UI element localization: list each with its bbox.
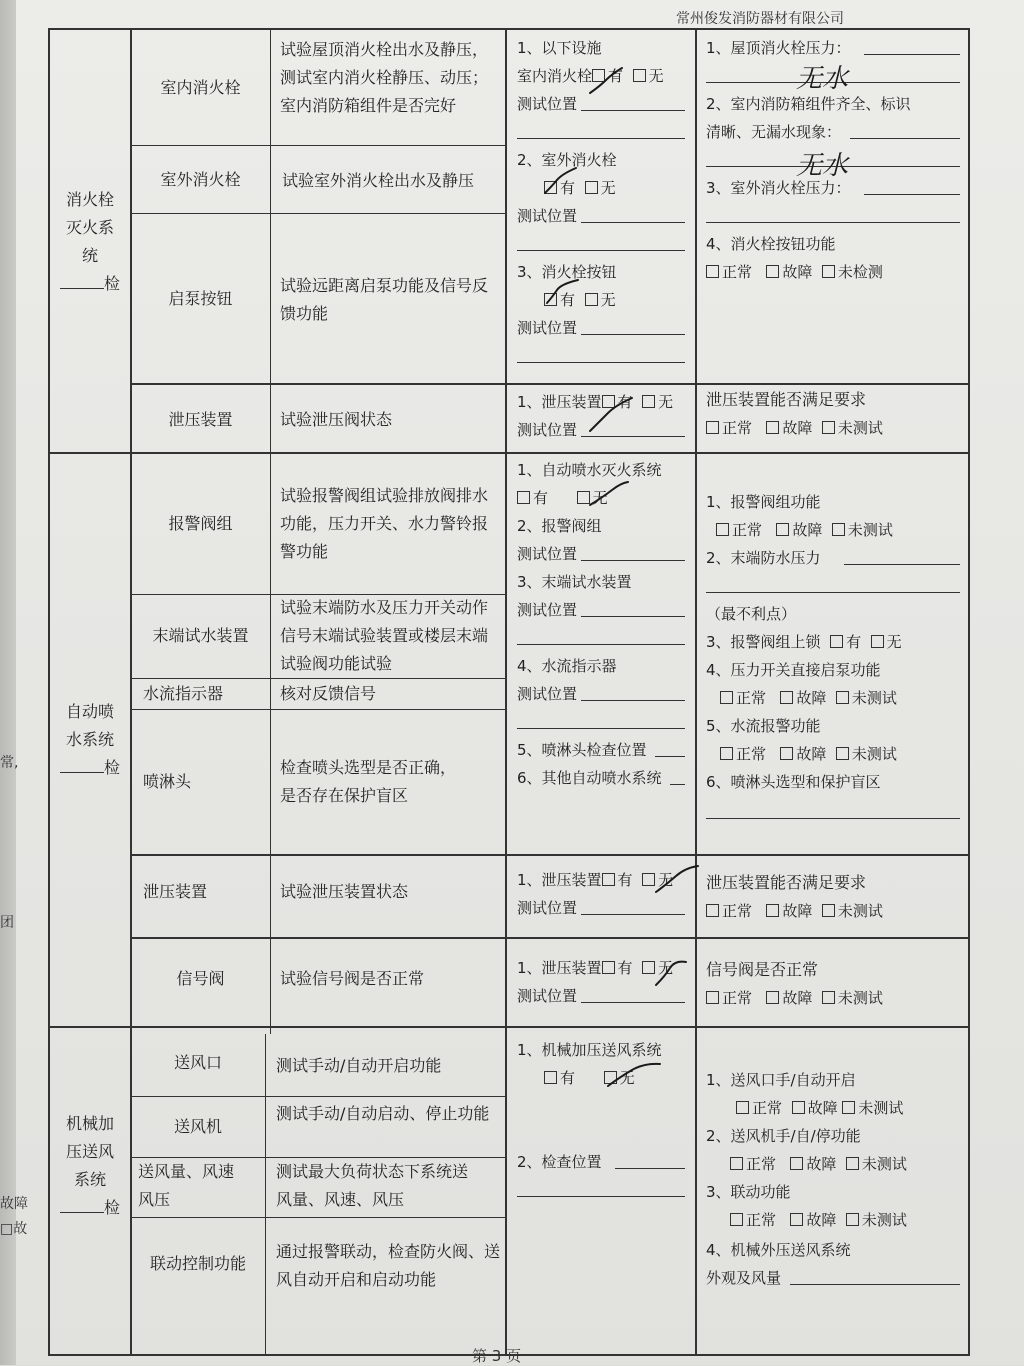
result-options: 正常 故障 未检测 <box>706 258 883 286</box>
col-line <box>265 1034 266 1356</box>
row-line <box>130 145 505 146</box>
checkbox[interactable] <box>602 961 615 974</box>
checkbox[interactable] <box>730 1157 743 1170</box>
record-line: 测试位置 <box>517 207 578 225</box>
record-line: 2、室外消火栓 <box>517 151 617 169</box>
record-line: 测试位置 <box>517 95 578 113</box>
item-method: 测试手动/自动开启功能 <box>276 1056 442 1075</box>
record-line: 1、自动喷水灭火系统 <box>517 461 662 479</box>
section-name: 自动喷 水系统 检 <box>50 698 130 782</box>
item-method: 试验室外消火栓出水及静压 <box>282 171 475 190</box>
result-line: 4、消火栓按钮功能 <box>706 235 836 253</box>
result-line: 5、水流报警功能 <box>706 717 821 735</box>
fill-line <box>581 1002 685 1003</box>
col-line <box>505 28 507 1356</box>
fill-line <box>517 138 685 139</box>
checkbox[interactable] <box>544 293 557 306</box>
fill-line <box>706 222 960 223</box>
item-name: 泄压装置 <box>168 410 233 429</box>
col-line <box>695 28 697 1356</box>
checkbox[interactable] <box>780 691 793 704</box>
record-line: 测试位置 <box>517 545 578 563</box>
record-line: 4、水流指示器 <box>517 657 617 675</box>
checkbox[interactable] <box>832 523 845 536</box>
result-line: 清晰、无漏水现象： <box>706 123 842 141</box>
fill-line <box>655 756 685 757</box>
checkbox[interactable] <box>720 747 733 760</box>
item-name: 报警阀组 <box>168 514 233 533</box>
row-line <box>130 678 505 679</box>
fill-line <box>517 644 685 645</box>
item-method: 试验泄压装置状态 <box>280 882 409 901</box>
result-line: 2、送风机手/自/停功能 <box>706 1127 861 1145</box>
section-name: 消火栓 灭火系 统 检 <box>50 186 130 298</box>
item-name: 末端试水装置 <box>152 626 249 645</box>
fill-line <box>615 1168 685 1169</box>
item-method: 试验报警阀组试验排放阀排水功能，压力开关、水力警铃报警功能 <box>280 486 489 561</box>
row-line <box>130 937 970 939</box>
item-name: 喷淋头 <box>143 772 192 791</box>
result-line: 泄压装置能否满足要求 <box>706 873 867 892</box>
record-line: 测试位置 <box>517 899 578 917</box>
record-line: 1、泄压装置 有 无 <box>517 393 674 411</box>
record-line: 有 无 <box>517 484 608 512</box>
result-line: 外观及风量 <box>706 1269 782 1287</box>
row-line <box>48 452 970 454</box>
fill-line <box>517 728 685 729</box>
record-line: 有 无 <box>544 1064 635 1092</box>
fill-line <box>581 222 685 223</box>
record-line: 有 无 <box>544 286 616 314</box>
record-line: 测试位置 <box>517 987 578 1005</box>
result-line: 2、室内消防箱组件齐全、标识 <box>706 95 911 113</box>
result-options: 正常 故障 未测试 <box>736 1094 903 1122</box>
item-method: 试验屋顶消火栓出水及静压，测试室内消火栓静压、动压；室内消防箱组件是否完好 <box>280 40 489 115</box>
edge-fragment: 团 <box>0 915 14 931</box>
checkbox[interactable] <box>871 635 884 648</box>
result-options: 正常 故障 未测试 <box>706 414 883 442</box>
result-line: 信号阀是否正常 <box>706 960 819 979</box>
fill-line <box>850 138 960 139</box>
checkbox[interactable] <box>822 421 835 434</box>
result-line: （最不利点） <box>706 605 797 623</box>
checkbox[interactable] <box>602 873 615 886</box>
result-options: 正常 故障 未测试 <box>730 1150 907 1178</box>
checkbox[interactable] <box>720 691 733 704</box>
result-line: 3、室外消火栓压力： <box>706 179 851 197</box>
item-name: 室内消火栓 <box>160 78 241 97</box>
checkbox[interactable] <box>766 991 779 1004</box>
checkbox[interactable] <box>766 904 779 917</box>
result-line: 6、喷淋头选型和保护盲区 <box>706 773 881 791</box>
result-options: 正常 故障 未测试 <box>706 984 883 1012</box>
checkbox[interactable] <box>792 1101 805 1114</box>
item-name: 送风口 <box>173 1053 222 1072</box>
checkbox[interactable] <box>706 991 719 1004</box>
checkbox[interactable] <box>592 69 605 82</box>
checkbox[interactable] <box>730 1213 743 1226</box>
item-method: 试验信号阀是否正常 <box>280 969 425 988</box>
checkbox[interactable] <box>577 491 590 504</box>
item-name: 水流指示器 <box>143 684 224 703</box>
item-method: 试验末端防水及压力开关动作信号末端试验装置或楼层末端试验阀功能试验 <box>280 598 489 673</box>
item-method: 试验远距离启泵功能及信号反馈功能 <box>280 276 489 323</box>
fill-line <box>581 700 685 701</box>
record-line: 3、末端试水装置 <box>517 573 632 591</box>
item-name: 室外消火栓 <box>160 170 241 189</box>
handwritten-note: 无水 <box>796 151 849 181</box>
record-line: 1、泄压装置 有 无 <box>517 959 674 977</box>
result-line: 3、报警阀组上锁 有 无 <box>706 633 902 651</box>
record-line: 6、其他自动喷水系统 <box>517 769 662 787</box>
row-line <box>130 1217 505 1218</box>
result-options: 正常 故障 未测试 <box>706 897 883 925</box>
checkbox[interactable] <box>836 691 849 704</box>
row-line <box>130 213 505 214</box>
item-name: 泄压装置 <box>143 882 208 901</box>
checkbox[interactable] <box>602 395 615 408</box>
checkbox[interactable] <box>716 523 729 536</box>
fill-line <box>581 560 685 561</box>
item-name: 信号阀 <box>176 969 225 988</box>
edge-fragment: □故 <box>0 1221 28 1237</box>
result-line: 1、报警阀组功能 <box>706 493 821 511</box>
checkbox[interactable] <box>706 904 719 917</box>
checkbox[interactable] <box>846 1213 859 1226</box>
checkbox[interactable] <box>822 991 835 1004</box>
record-line: 室内消火栓 有 无 <box>517 67 664 85</box>
checkbox[interactable] <box>585 293 598 306</box>
record-line: 3、消火栓按钮 <box>517 263 617 281</box>
result-line: 4、压力开关直接启泵功能 <box>706 661 881 679</box>
result-line: 3、联动功能 <box>706 1183 791 1201</box>
item-method: 通过报警联动，检查防火阀、送风自动开启和启动功能 <box>276 1242 501 1289</box>
checkbox[interactable] <box>836 747 849 760</box>
checkbox[interactable] <box>642 395 655 408</box>
checkbox[interactable] <box>780 747 793 760</box>
company-name: 常州俊发消防器材有限公司 <box>676 11 844 27</box>
fill-line <box>864 54 960 55</box>
checkbox[interactable] <box>544 1071 557 1084</box>
result-line: 1、送风口手/自动开启 <box>706 1071 856 1089</box>
handwritten-note: 无水 <box>796 64 849 94</box>
fill-line <box>581 110 685 111</box>
result-line: 4、机械外压送风系统 <box>706 1241 851 1259</box>
fill-line <box>581 616 685 617</box>
result-line: 1、屋顶消火栓压力： <box>706 39 851 57</box>
result-line: 泄压装置能否满足要求 <box>706 390 867 409</box>
result-options: 正常 故障 未测试 <box>720 684 897 712</box>
checkbox[interactable] <box>736 1101 749 1114</box>
checkbox[interactable] <box>766 421 779 434</box>
record-line: 测试位置 <box>517 319 578 337</box>
result-options: 正常 故障 未测试 <box>716 516 893 544</box>
record-line: 测试位置 <box>517 601 578 619</box>
item-method: 测试最大负荷状态下系统送风量、风速、风压 <box>276 1162 469 1209</box>
checkbox[interactable] <box>642 961 655 974</box>
item-name: 启泵按钮 <box>168 289 233 308</box>
result-line: 2、末端防水压力 <box>706 549 821 567</box>
fill-line <box>581 436 685 437</box>
item-method: 检查喷头选型是否正确，是否存在保护盲区 <box>280 758 457 805</box>
result-options: 正常 故障 未测试 <box>730 1206 907 1234</box>
checkbox[interactable] <box>822 265 835 278</box>
item-method: 测试手动/自动启动、停止功能 <box>276 1104 490 1123</box>
record-line: 2、检查位置 <box>517 1153 602 1171</box>
row-line <box>130 1096 505 1097</box>
fill-line <box>706 592 960 593</box>
checkbox[interactable] <box>822 904 835 917</box>
checkbox[interactable] <box>633 69 646 82</box>
row-line <box>130 709 505 710</box>
record-line: 测试位置 <box>517 685 578 703</box>
fill-line <box>517 1196 685 1197</box>
row-line <box>130 383 970 385</box>
fill-line <box>517 362 685 363</box>
record-line: 1、机械加压送风系统 <box>517 1041 662 1059</box>
checkbox[interactable] <box>706 265 719 278</box>
record-line: 1、以下设施 <box>517 39 602 57</box>
checkbox[interactable] <box>585 181 598 194</box>
checkbox[interactable] <box>604 1071 617 1084</box>
item-method: 试验泄压阀状态 <box>280 410 393 429</box>
record-line: 有 无 <box>544 174 616 202</box>
checkbox[interactable] <box>790 1213 803 1226</box>
fill-line <box>706 818 960 819</box>
record-line: 1、泄压装置 有 无 <box>517 871 674 889</box>
checkbox[interactable] <box>766 265 779 278</box>
item-method: 核对反馈信号 <box>280 684 377 703</box>
record-line: 5、喷淋头检查位置 <box>517 741 647 759</box>
row-line <box>48 1026 970 1028</box>
section-name: 机械加 压送风 系统 检 <box>50 1110 130 1222</box>
fill-line <box>517 250 685 251</box>
fill-line <box>864 194 960 195</box>
checkbox[interactable] <box>776 523 789 536</box>
fill-line <box>844 564 960 565</box>
checkbox[interactable] <box>517 491 530 504</box>
checkbox[interactable] <box>830 635 843 648</box>
fill-line <box>790 1284 960 1285</box>
item-name: 送风量、风速风压 <box>138 1162 235 1209</box>
result-options: 正常 故障 未测试 <box>720 740 897 768</box>
row-line <box>130 854 970 856</box>
checkbox[interactable] <box>706 421 719 434</box>
checkbox[interactable] <box>842 1101 855 1114</box>
checkbox[interactable] <box>846 1157 859 1170</box>
fill-line <box>581 334 685 335</box>
item-name: 联动控制功能 <box>149 1254 246 1273</box>
record-line: 2、报警阀组 <box>517 517 602 535</box>
edge-fragment: 故障 <box>0 1196 28 1212</box>
fill-line <box>581 914 685 915</box>
item-name: 送风机 <box>173 1117 222 1136</box>
checkbox[interactable] <box>642 873 655 886</box>
edge-fragment: 常, <box>0 755 19 771</box>
col-line <box>270 28 271 1034</box>
checkbox[interactable] <box>544 181 557 194</box>
checkbox[interactable] <box>790 1157 803 1170</box>
page-number: 第 3 页 <box>472 1347 522 1365</box>
fill-line <box>670 784 685 785</box>
record-line: 测试位置 <box>517 421 578 439</box>
